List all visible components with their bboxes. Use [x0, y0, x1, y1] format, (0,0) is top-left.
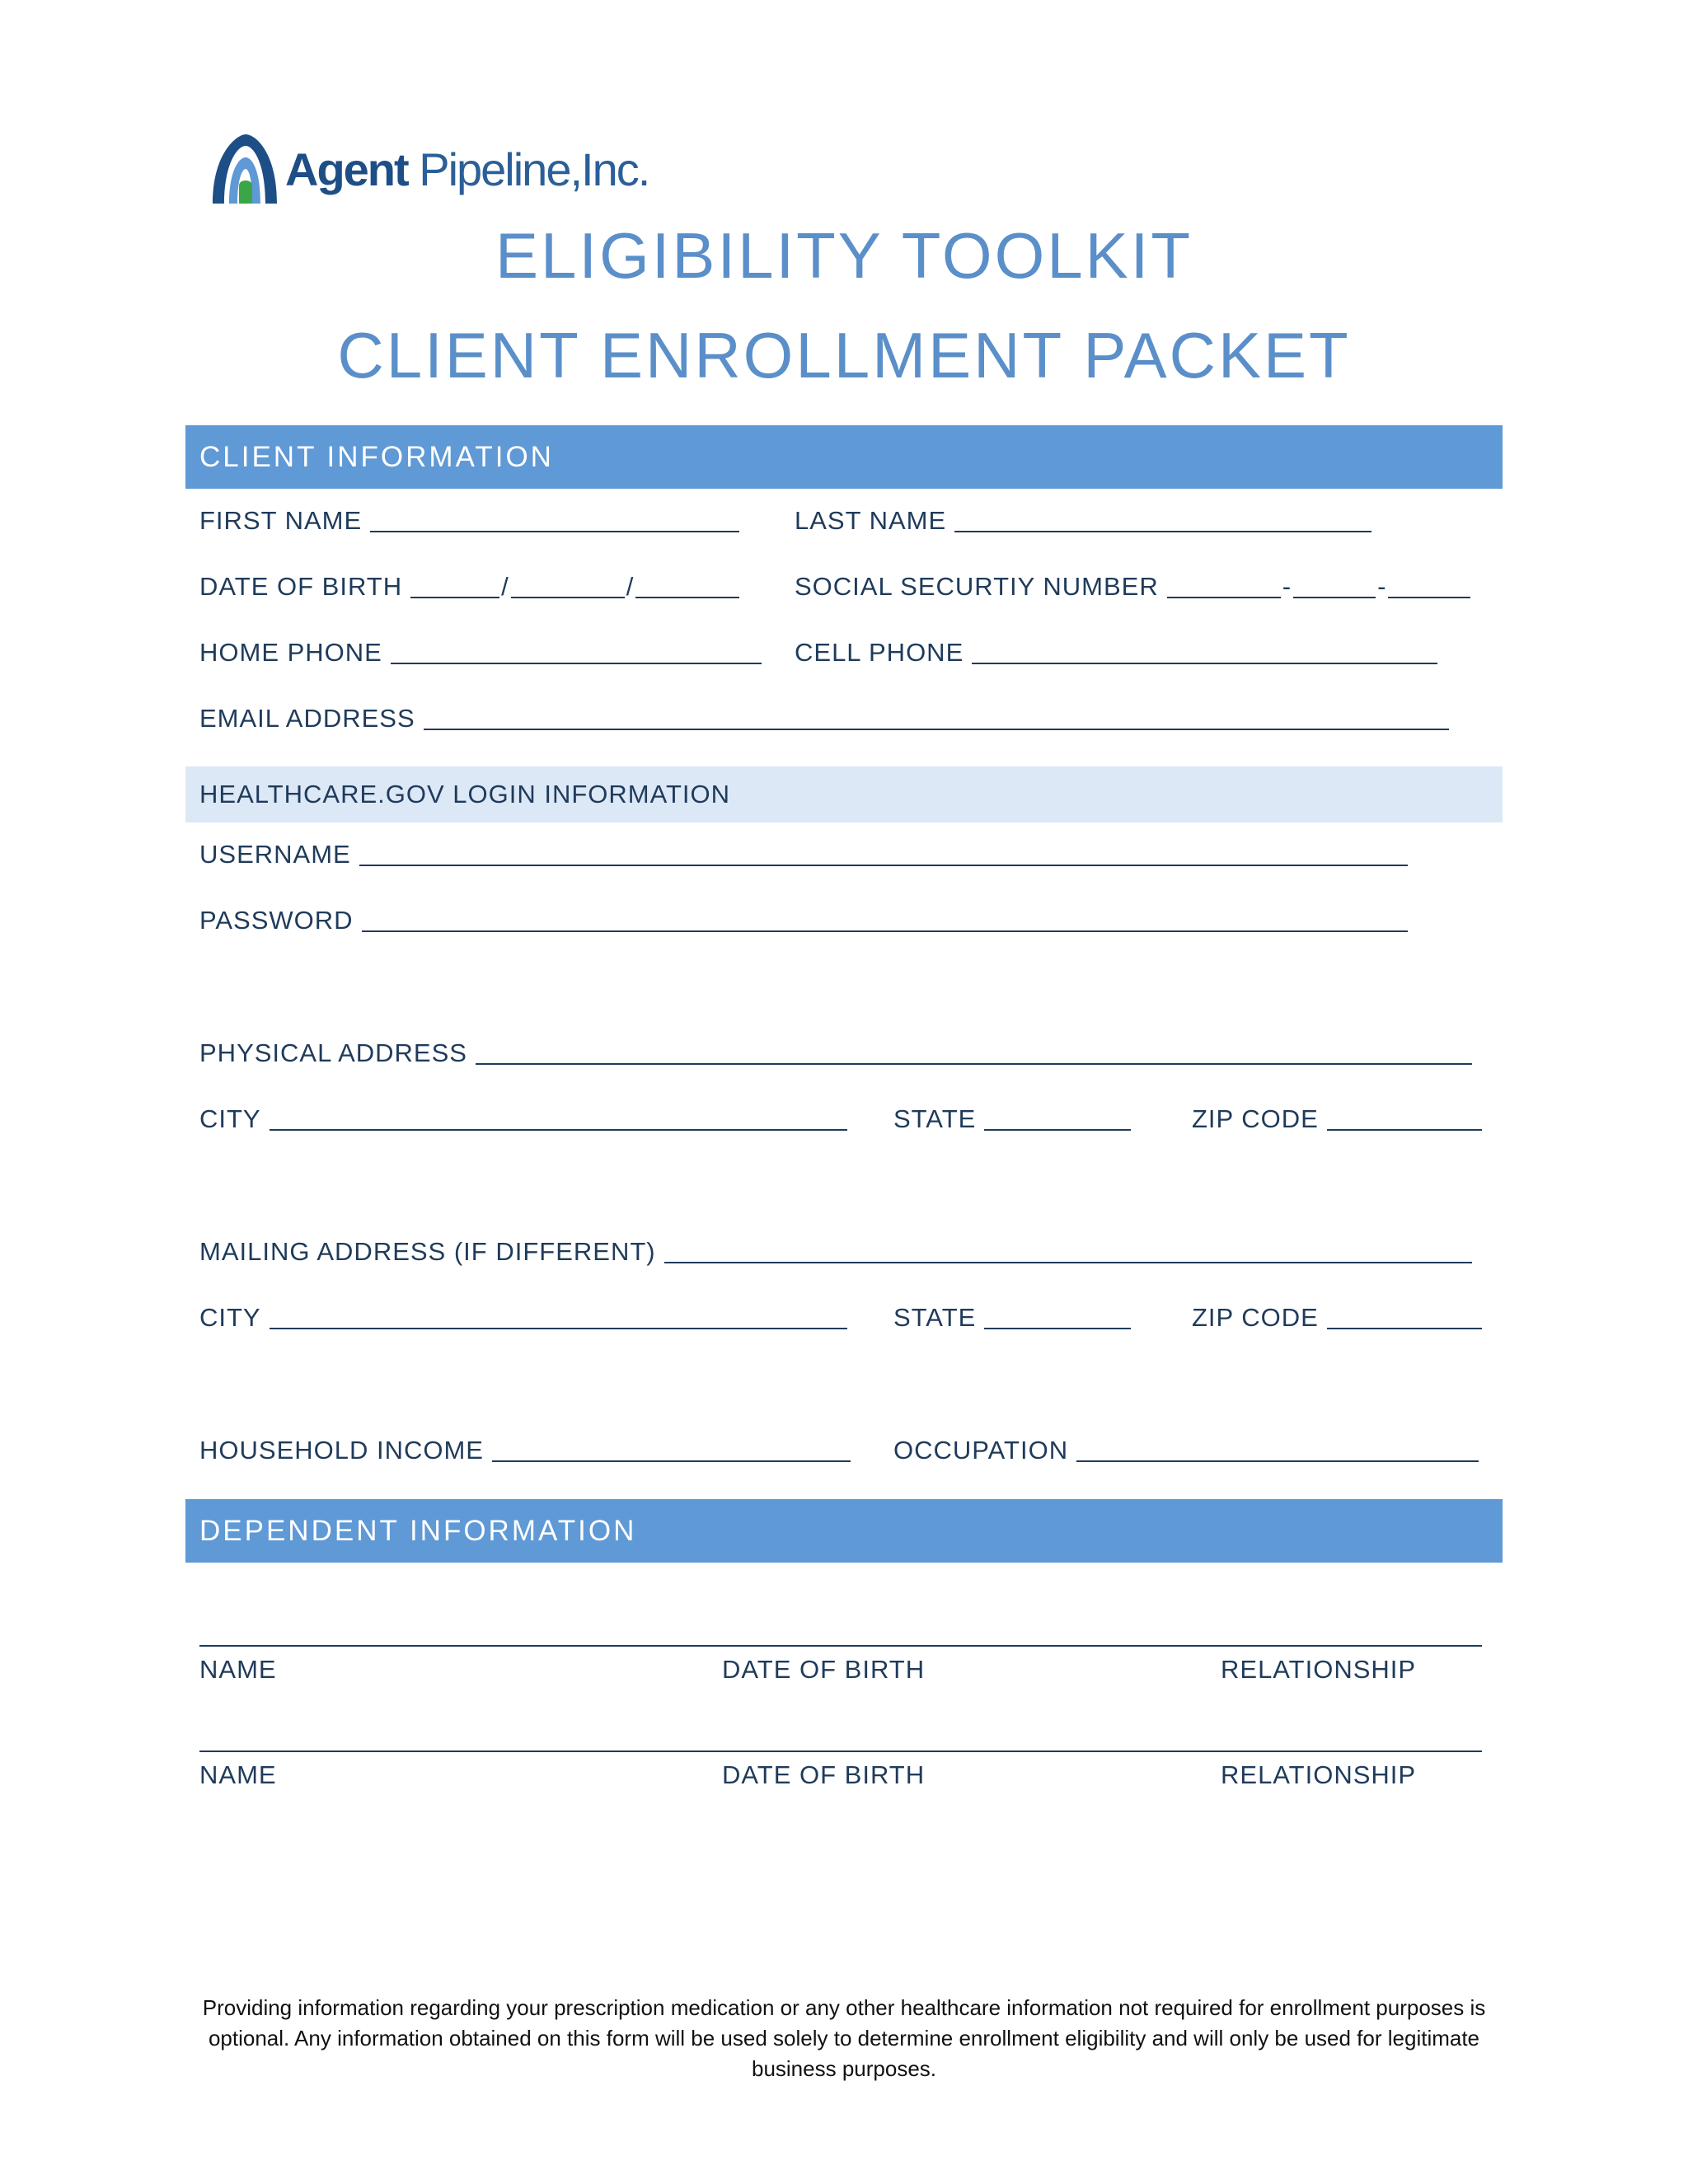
login-information-heading: HEALTHCARE.GOV LOGIN INFORMATION: [185, 766, 1503, 823]
page-title: ELIGIBILITY TOOLKIT: [495, 219, 1193, 292]
state-label: STATE: [893, 1303, 977, 1332]
home-phone-label: HOME PHONE: [199, 638, 382, 667]
ssn-part1-line[interactable]: [1167, 574, 1281, 598]
ssn-part2-line[interactable]: [1293, 574, 1376, 598]
dependent-1-input-line[interactable]: [199, 1645, 1482, 1647]
client-information-heading: CLIENT INFORMATION: [185, 425, 1503, 489]
cell-phone-field[interactable]: [795, 635, 1437, 668]
password-input-line[interactable]: [362, 907, 1408, 932]
physical-address-field[interactable]: [199, 1035, 1472, 1068]
dob-separator: /: [501, 572, 509, 601]
privacy-disclaimer: Providing information regarding your prescription medication or any other healthcare information not required for enrollment purposes is optional. Any information obtained on this form will be used solely to determine enrollment eligibility and will only be used for legitimate business purposes.: [202, 1995, 1486, 2081]
dob-year-line[interactable]: [635, 574, 739, 598]
username-field[interactable]: [199, 837, 1408, 869]
mailing-zip-field[interactable]: [1192, 1300, 1482, 1333]
zip-code-label: ZIP CODE: [1192, 1104, 1319, 1133]
dob-month-line[interactable]: [410, 574, 499, 598]
ssn-separator: -: [1282, 572, 1292, 601]
page-subtitle: CLIENT ENROLLMENT PACKET: [337, 319, 1351, 391]
cell-phone-input-line[interactable]: [972, 640, 1437, 664]
mailing-address-field[interactable]: [199, 1234, 1472, 1267]
mailing-city-input-line[interactable]: [270, 1305, 847, 1329]
password-label: PASSWORD: [199, 906, 354, 935]
physical-city-input-line[interactable]: [270, 1106, 847, 1131]
dependent-2-input-line[interactable]: [199, 1750, 1482, 1752]
dob-day-line[interactable]: [511, 574, 625, 598]
password-field[interactable]: [199, 902, 1408, 935]
logo-brand-rest: Pipeline,Inc.: [419, 143, 649, 195]
city-label: CITY: [199, 1104, 261, 1133]
ssn-label: SOCIAL SECURTIY NUMBER: [795, 572, 1159, 601]
last-name-label: LAST NAME: [795, 506, 947, 535]
dependent-information-heading: DEPENDENT INFORMATION: [185, 1499, 1503, 1563]
mailing-state-input-line[interactable]: [984, 1305, 1131, 1329]
dependent-1-relationship-label: RELATIONSHIP: [1221, 1655, 1417, 1684]
physical-state-input-line[interactable]: [984, 1106, 1131, 1131]
email-address-label: EMAIL ADDRESS: [199, 704, 415, 733]
household-income-input-line[interactable]: [492, 1437, 851, 1462]
logo-brand-bold: Agent: [285, 143, 408, 195]
mailing-city-field[interactable]: [199, 1300, 847, 1333]
company-logo: [204, 124, 649, 214]
physical-zip-field[interactable]: [1192, 1101, 1482, 1134]
last-name-field[interactable]: [795, 503, 1372, 536]
dependent-2-relationship-label: RELATIONSHIP: [1221, 1760, 1417, 1789]
first-name-label: FIRST NAME: [199, 506, 363, 535]
home-phone-input-line[interactable]: [391, 640, 762, 664]
username-label: USERNAME: [199, 840, 351, 869]
occupation-input-line[interactable]: [1076, 1437, 1479, 1462]
zip-code-label: ZIP CODE: [1192, 1303, 1319, 1332]
mailing-zip-input-line[interactable]: [1327, 1305, 1482, 1329]
household-income-label: HOUSEHOLD INCOME: [199, 1436, 484, 1465]
username-input-line[interactable]: [359, 841, 1408, 866]
dependent-1-name-label: NAME: [199, 1655, 277, 1684]
home-phone-field[interactable]: [199, 635, 762, 668]
physical-address-label: PHYSICAL ADDRESS: [199, 1038, 467, 1067]
household-income-field[interactable]: [199, 1432, 851, 1465]
email-address-field[interactable]: [199, 701, 1449, 733]
dob-separator: /: [626, 572, 635, 601]
mailing-address-label: MAILING ADDRESS (IF DIFFERENT): [199, 1237, 656, 1266]
dependent-2-dob-label: DATE OF BIRTH: [722, 1760, 926, 1789]
physical-address-input-line[interactable]: [476, 1040, 1472, 1065]
ssn-part3-line[interactable]: [1388, 574, 1470, 598]
date-of-birth-field[interactable]: [199, 569, 739, 602]
arch-logo-icon: [204, 128, 284, 210]
first-name-input-line[interactable]: [370, 508, 739, 532]
ssn-separator: -: [1377, 572, 1387, 601]
occupation-field[interactable]: [893, 1432, 1479, 1465]
occupation-label: OCCUPATION: [893, 1436, 1069, 1465]
email-address-input-line[interactable]: [424, 705, 1449, 730]
physical-state-field[interactable]: [893, 1101, 1131, 1134]
last-name-input-line[interactable]: [954, 508, 1372, 532]
mailing-state-field[interactable]: [893, 1300, 1131, 1333]
physical-city-field[interactable]: [199, 1101, 847, 1134]
first-name-field[interactable]: [199, 503, 739, 536]
ssn-field[interactable]: [795, 569, 1470, 602]
dependent-1-dob-label: DATE OF BIRTH: [722, 1655, 926, 1684]
city-label: CITY: [199, 1303, 261, 1332]
cell-phone-label: CELL PHONE: [795, 638, 964, 667]
state-label: STATE: [893, 1104, 977, 1133]
physical-zip-input-line[interactable]: [1327, 1106, 1482, 1131]
dependent-2-name-label: NAME: [199, 1760, 277, 1789]
mailing-address-input-line[interactable]: [664, 1239, 1472, 1263]
date-of-birth-label: DATE OF BIRTH: [199, 572, 403, 601]
